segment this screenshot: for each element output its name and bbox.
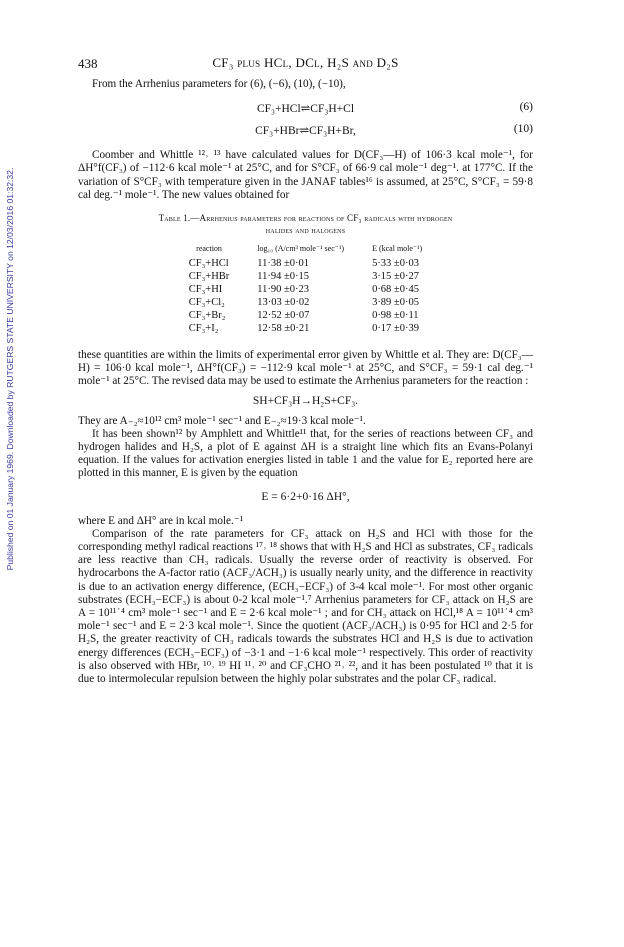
paragraph-5: It has been shown¹² by Amphlett and Whittle¹¹ that, for the series of reactions between CF₃ and hydrogen halides and H₂S, a plot of E against ΔH is a straight line which fits an Evans-Polanyi equation. If the values for activation energies listed in table 1 and the value for E₂ reported here are plotted in this manner, E is given by the equation bbox=[78, 427, 533, 480]
paragraph-1: From the Arrhenius parameters for (6), (−6), (10), (−10), bbox=[92, 78, 346, 90]
table-cell: CF₃+Br₂ bbox=[188, 310, 226, 322]
equation-sh-text: SH+CF₃H→H₂S+CF₃. bbox=[252, 394, 359, 407]
table-cell: 11·94 ±0·15 bbox=[257, 271, 310, 283]
equation-e-text: E = 6·2+0·16 ΔH°, bbox=[261, 490, 350, 503]
paragraph-6: where E and ΔH° are in kcal mole.⁻¹ bbox=[78, 514, 244, 527]
table-cell: 11·38 ±0·01 bbox=[257, 258, 310, 270]
table-header-row bbox=[175, 244, 436, 257]
equation-6-text: CF₃+HCl⇌CF₃H+Cl bbox=[256, 103, 355, 116]
page-number: 438 bbox=[78, 56, 98, 71]
paragraph-3: these quantities are within the limits of experimental error given by Whittle et al. They are: D(CF₃—H) = 106·0 kcal mole⁻¹, ΔH°f(CF₃) = −112·9 kcal mole⁻¹ at 25°C, and S°CF₃ = 59·1 cal deg.⁻¹ mole⁻¹ at 25°C. The revised data may be used to estimate the Arrhenius parameters for the reaction : bbox=[78, 349, 533, 388]
equation-10-number: (10) bbox=[513, 123, 533, 136]
table-row bbox=[175, 322, 436, 335]
table-cell: 13·03 ±0·02 bbox=[257, 297, 310, 309]
table-row bbox=[175, 296, 436, 309]
table-cell: 11·90 ±0·23 bbox=[257, 284, 310, 296]
table-row bbox=[175, 257, 436, 270]
table-caption-line-1: Table 1.—Arrhenius parameters for reactions of CF₃ radicals with hydrogen bbox=[158, 213, 453, 224]
table-caption-line-2: halides and halogens bbox=[265, 225, 346, 236]
table-cell: CF₃+I₂ bbox=[188, 323, 219, 335]
equation-6 bbox=[78, 97, 533, 119]
page-header bbox=[78, 54, 533, 76]
table-cell: CF₃+HCl bbox=[188, 258, 229, 270]
sidebar-text: Published on 01 January 1969. Downloaded by RUTGERS STATE UNIVERSITY on 12/03/2016 01:32:32. bbox=[5, 167, 15, 570]
table-cell: CF₃+HI bbox=[188, 284, 223, 296]
table-cell: 3·89 ±0·05 bbox=[372, 297, 419, 309]
arrhenius-table bbox=[175, 244, 436, 335]
table-cell: 5·33 ±0·03 bbox=[372, 258, 419, 270]
table-row bbox=[175, 270, 436, 283]
paragraph-7: Comparison of the rate parameters for CF₃ attack on H₂S and HCl with those for the corresponding methyl radical reactions ¹⁷˒ ¹⁸ shows that with H₂S and HCl as substrates, CF₃ radicals are less reactive than CH₃ radicals. Usually the reverse order of reactivity is observed. For hydrocarbons the A-factor ratio (ACF₃/ACH₃) is usually nearly unity, and the difference in reactivity is due to an activation energy difference, (ECH₃−ECF₃) of 3-4 kcal mole⁻¹. For most other organic substrates (ECH₃−ECF₃) is about 0-2 kcal mole⁻¹.⁷ Arrhenius parameters for CF₃ attack on H₂S are A = 10¹¹˙⁴ cm³ mole⁻¹ sec⁻¹ and E = 2·6 kcal mole⁻¹ ; and for CH₃ attack on HCl,¹⁸ A = 10¹¹˙⁴ cm³ mole⁻¹ sec⁻¹ and E = 2·3 kcal mole⁻¹. Since the quotient (ACF₃/ACH₃) is 0·95 for HCl and 2·5 for H₂S, the greater reactivity of CH₃ radicals towards the substrates HCl and H₂S is due to activation energy differences (ECH₃−ECF₃) of −3·1 and −1·6 kcal mole⁻¹ respectively. This order of reactivity is also observed with HBr, ¹⁰˒ ¹⁹ HI ¹¹˒ ²⁰ and CF₃CHO ²¹˒ ²², and it has been postulated ¹⁰ that it is due to intermolecular repulsion between the highly polar substrates and the polar CF₃ radical. bbox=[78, 527, 533, 686]
table-header-reaction: reaction bbox=[196, 244, 222, 254]
table-cell: CF₃+Cl₂ bbox=[188, 297, 225, 309]
table-cell: CF₃+HBr bbox=[188, 271, 230, 283]
table-row bbox=[175, 309, 436, 322]
equation-6-number: (6) bbox=[519, 101, 533, 114]
running-title: CF₃ plus HCl, DCl, H₂S and D₂S bbox=[212, 55, 399, 70]
equation-e bbox=[78, 487, 533, 509]
table-cell: 3·15 ±0·27 bbox=[372, 271, 419, 283]
table-cell: 12·58 ±0·21 bbox=[257, 323, 310, 335]
table-caption bbox=[78, 212, 533, 236]
equation-sh bbox=[78, 391, 533, 413]
equation-10-text: CF₃+HBr⇌CF₃H+Br, bbox=[255, 125, 356, 138]
table-header-e: E (kcal mole⁻¹) bbox=[372, 244, 423, 254]
table-cell: 12·52 ±0·07 bbox=[257, 310, 310, 322]
sidebar-provenance bbox=[2, 126, 18, 611]
paragraph-4: They are A₋₂≈10¹² cm³ mole⁻¹ sec⁻¹ and E₋₂≈19·3 kcal mole⁻¹. bbox=[78, 414, 366, 427]
equation-10 bbox=[78, 119, 533, 141]
table-header-log-a: log₁₀ (A/cm³ mole⁻¹ sec⁻¹) bbox=[257, 244, 345, 254]
table-cell: 0·98 ±0·11 bbox=[372, 310, 419, 322]
page bbox=[78, 54, 533, 686]
table-row bbox=[175, 283, 436, 296]
table-cell: 0·17 ±0·39 bbox=[372, 323, 419, 335]
paragraph-2: Coomber and Whittle ¹²˒ ¹³ have calculated values for D(CF₃—H) of 106·3 kcal mole⁻¹, for ΔH°f(CF₃) of −112·6 kcal mole⁻¹ at 25°C, and for S°CF₃ of 66·9 cal mole⁻¹ deg⁻¹. at 177°C. If the variation of S°CF₃ with temperature given in the JANAF tables¹⁶ is assumed, at 25°C, S°CF₃ = 59·8 cal deg.⁻¹ mole⁻¹. The new values obtained for bbox=[78, 149, 533, 201]
table-cell: 0·68 ±0·45 bbox=[372, 284, 419, 296]
